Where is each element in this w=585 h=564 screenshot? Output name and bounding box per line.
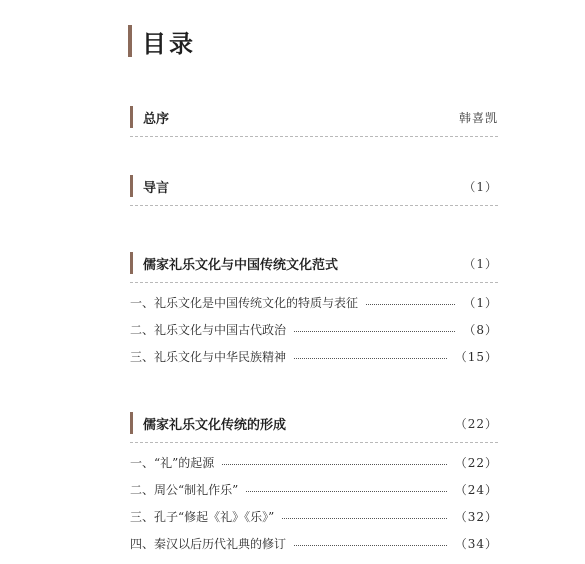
section-page-number: （1）: [463, 256, 498, 271]
section-header[interactable]: [130, 250, 498, 283]
entry-label: 四、秦汉以后历代礼典的修订: [130, 537, 287, 551]
toc-entry[interactable]: [130, 530, 498, 557]
entry-list: [130, 289, 498, 370]
toc-entry[interactable]: [130, 503, 498, 530]
leader-dots: [222, 464, 446, 465]
section-header[interactable]: [130, 410, 498, 443]
entry-label: 一、礼乐文化是中国传统文化的特质与表征: [130, 296, 359, 310]
section-title: 儒家礼乐文化与中国传统文化范式: [143, 257, 339, 273]
entry-label: 三、孔子“修起《礼》《乐》”: [130, 510, 275, 524]
leader-dots: [366, 304, 455, 305]
section-header[interactable]: [130, 104, 498, 137]
section-title: 总序: [143, 111, 170, 127]
leader-dots: [294, 331, 455, 332]
section-author: 韩喜凯: [458, 110, 498, 125]
section-header[interactable]: [130, 173, 498, 206]
section-accent-bar: [130, 106, 133, 128]
entry-label: 三、礼乐文化与中华民族精神: [130, 350, 287, 364]
section-title: 导言: [143, 180, 170, 196]
section-page-number: （1）: [463, 179, 498, 194]
entry-page-number: （24）: [454, 483, 498, 497]
title-accent-bar: [128, 25, 132, 57]
entry-page-number: （15）: [454, 350, 498, 364]
entry-page-number: （32）: [454, 510, 498, 524]
leader-dots: [294, 545, 447, 546]
section-page-number: （22）: [454, 416, 498, 431]
toc-section-preface: [130, 104, 498, 137]
entry-list: [130, 449, 498, 557]
entry-page-number: （34）: [454, 537, 498, 551]
toc-entry[interactable]: [130, 476, 498, 503]
entry-label: 二、礼乐文化与中国古代政治: [130, 323, 287, 337]
toc-entry[interactable]: [130, 289, 498, 316]
entry-page-number: （1）: [463, 296, 498, 310]
entry-label: 二、周公“制礼作乐”: [130, 483, 239, 497]
toc-entry[interactable]: [130, 343, 498, 370]
toc-section-chapter-1: [130, 250, 498, 370]
toc-section-introduction: [130, 173, 498, 206]
leader-dots: [246, 491, 446, 492]
toc-entry[interactable]: [130, 316, 498, 343]
entry-page-number: （22）: [454, 456, 498, 470]
section-accent-bar: [130, 252, 133, 274]
section-accent-bar: [130, 412, 133, 434]
entry-label: 一、“礼”的起源: [130, 456, 215, 470]
page-title: 目录: [142, 29, 196, 58]
toc-entry[interactable]: [130, 449, 498, 476]
toc-section-chapter-2: [130, 410, 498, 557]
leader-dots: [294, 358, 447, 359]
entry-page-number: （8）: [463, 323, 498, 337]
section-accent-bar: [130, 175, 133, 197]
page-title-block: [128, 24, 196, 58]
section-title: 儒家礼乐文化传统的形成: [143, 417, 287, 433]
leader-dots: [282, 518, 446, 519]
